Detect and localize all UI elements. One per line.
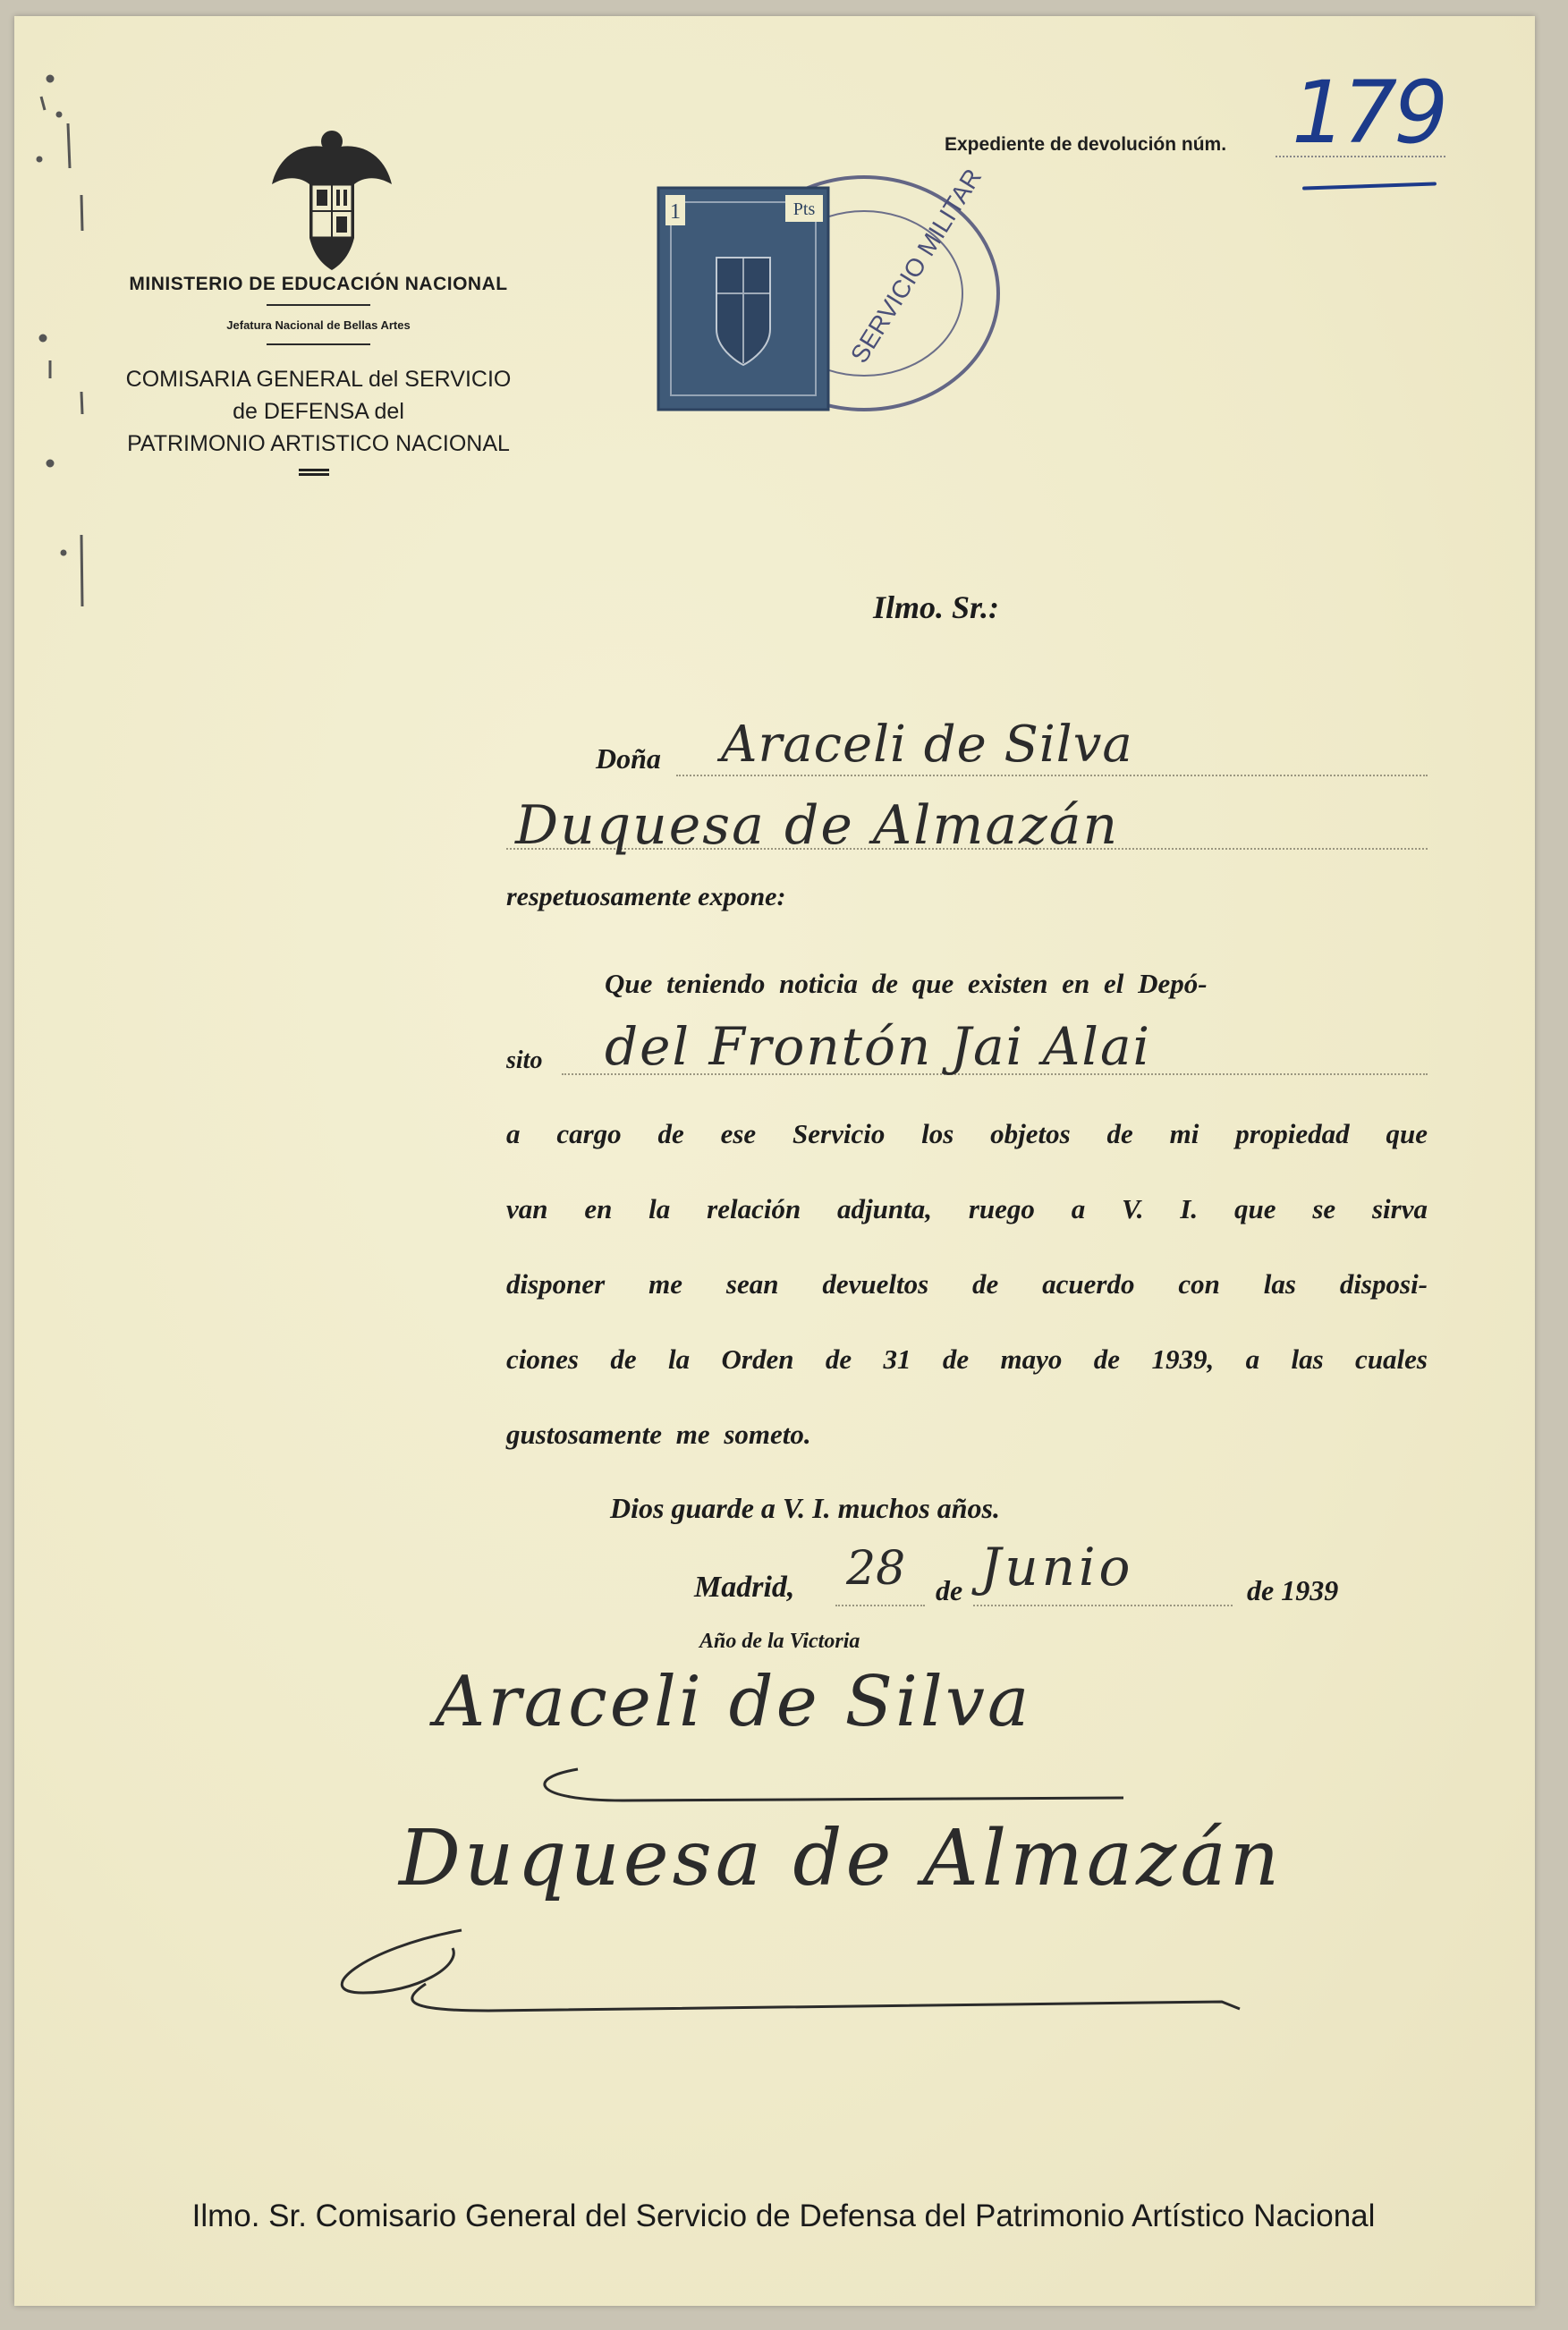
ano-victoria: Año de la Victoria — [699, 1630, 860, 1653]
divider — [267, 343, 370, 345]
signature-name: Araceli de Silva — [435, 1662, 1032, 1742]
expone-text: respetuosamente expone: — [506, 882, 786, 911]
place-label: Madrid, — [694, 1571, 795, 1604]
paragraph-line: van en la relación adjunta, ruego a V. I. que se sirva — [506, 1193, 1428, 1224]
tax-stamp — [640, 159, 1016, 445]
comisaria-line: de DEFENSA del — [233, 399, 404, 424]
fill-line — [835, 1605, 925, 1606]
salutation: Ilmo. Sr.: — [873, 589, 1000, 625]
addressee-footer: Ilmo. Sr. Comisario General del Servicio de Defensa del Patrimonio Artístico Nacional — [191, 2199, 1376, 2233]
paragraph-line: Que teniendo noticia de que existen en el Depó- — [605, 968, 1208, 999]
comisaria-line: COMISARIA GENERAL del SERVICIO — [125, 367, 512, 392]
handwritten-day: 28 — [846, 1542, 906, 1596]
closing-formula: Dios guarde a V. I. muchos años. — [610, 1492, 1000, 1524]
fill-line — [973, 1605, 1233, 1606]
comisaria-line: PATRIMONIO ARTISTICO NACIONAL — [127, 431, 510, 456]
handwritten-month: Junio — [980, 1537, 1134, 1597]
paragraph-line: gustosamente me someto. — [506, 1419, 811, 1450]
dona-label: Doña — [596, 742, 661, 775]
expediente-number: 179 — [1292, 63, 1445, 163]
expediente-underline — [1302, 182, 1437, 190]
paragraph-line: disponer me sean devueltos de acuerdo con las disposi- — [506, 1268, 1428, 1300]
binding-marks — [32, 70, 113, 624]
expediente-label: Expediente de devolución núm. — [945, 134, 1227, 155]
seal-text: SERVICIO MILITAR — [844, 164, 987, 369]
sito-label: sito — [506, 1046, 543, 1074]
stamp-value: 1 — [670, 200, 681, 224]
jefatura-heading: Jefatura Nacional de Bellas Artes — [226, 318, 411, 332]
signature-flourish — [309, 1894, 1258, 2020]
coat-of-arms-icon — [265, 122, 399, 274]
paragraph-line: a cargo de ese Servicio los objetos de mi propiedad que — [506, 1118, 1428, 1149]
date-de: de — [936, 1574, 963, 1606]
signature-title: Duquesa de Almazán — [399, 1814, 1284, 1903]
handwritten-title: Duquesa de Almazán — [515, 794, 1120, 857]
stamp-currency: Pts — [792, 199, 816, 219]
ministry-heading: MINISTERIO DE EDUCACIÓN NACIONAL — [129, 274, 508, 294]
handwritten-name: Araceli de Silva — [721, 716, 1133, 774]
handwritten-deposit: del Frontón Jai Alai — [605, 1016, 1152, 1077]
signature-flourish — [515, 1760, 1141, 1814]
paragraph-line: ciones de la Orden de 31 de mayo de 1939, a las cuales — [506, 1343, 1428, 1375]
comisaria-heading — [68, 363, 569, 460]
date-year: de 1939 — [1247, 1574, 1339, 1606]
divider — [267, 304, 370, 306]
document-page — [14, 16, 1535, 2306]
fill-line — [676, 775, 1428, 776]
double-rule — [299, 469, 329, 476]
